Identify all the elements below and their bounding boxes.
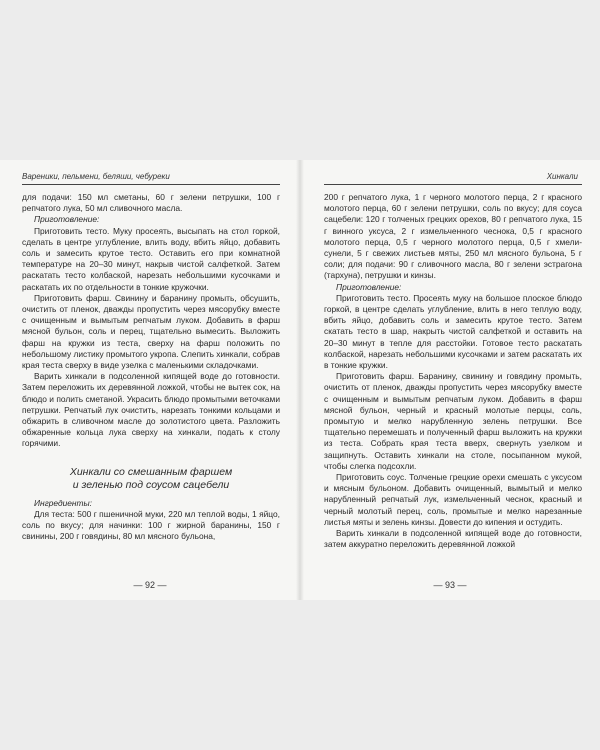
section-label: Приготовление: bbox=[34, 214, 100, 225]
recipe-title bbox=[22, 466, 280, 492]
recipe-title-line: Хинкали со смешанным фаршем bbox=[69, 465, 233, 478]
paragraph: для подачи: 150 мл сметаны, 60 г зелени петрушки, 100 г репчатого лука, 50 мл сливочного масла. bbox=[22, 192, 280, 214]
book-spread bbox=[0, 160, 600, 600]
left-header-rule bbox=[22, 184, 280, 185]
paragraph: 200 г репчатого лука, 1 г черного молотого перца, 2 г красного молотого перца, 60 г зелени петрушки, соль по вкусу; для соуса сацебели: 120 г толченых грецких орехов, 80 г репчатого лука, 15 г винного уксуса, 2 г измельченного чеснока, 0,5 г красного молотого перца, 0,5 г черного молотого перца, 0,5 г хмели-сунели, 5 г свежих листьев мяты, 250 мл мясного бульона, 5 г соли; для подачи: 90 г сливочного масла, 80 г зелени эстрагона (тархуна), петрушки и кинзы. bbox=[324, 192, 582, 281]
ingredients-label: Ингредиенты: bbox=[34, 497, 92, 508]
right-page bbox=[300, 160, 600, 600]
recipe-title-line: и зеленью под соусом сацебели bbox=[72, 478, 230, 491]
right-header-rule bbox=[324, 184, 582, 185]
right-body-text bbox=[324, 192, 582, 551]
right-page-number: — 93 — bbox=[433, 580, 467, 590]
left-page bbox=[0, 160, 300, 600]
left-running-head: Вареники, пельмени, беляши, чебуреки bbox=[22, 172, 170, 181]
paragraph: Приготовить фарш. Свинину и баранину промыть, обсушить, очистить от пленок, дважды пропустить через мясорубку вместе с очищенным и вымытым репчатым луком. Добавить в фарш мясной бульон, соль и перец, тщательно вымесить. Выложить фарш на кружки из теста, сверху на фарш положить по небольшому листику промытого укропа. Слепить хинкали, собрав края теста сверху в виде узелка с маленькими складочками. bbox=[22, 292, 280, 371]
left-body-text bbox=[22, 192, 280, 542]
paragraph: Приготовить фарш. Баранину, свинину и говядину промыть, очистить от пленок, дважды пропустить через мясорубку вместе с очищенным и вымытым репчатым луком. Добавить в фарш мясной бульон, черный и красный молотые перцы, соль, промытую и мелко нарубленную зелень петрушки. Все тщательно перемешать и полученный фарш выложить на кружки из теста. Собрать края теста вверх, свернуть узелком и защипнуть. Оставить хинкали на столе, посыпанном мукой, чтобы слегка подсохли. bbox=[324, 371, 582, 471]
paragraph: Приготовить соус. Толченые грецкие орехи смешать с уксусом и мясным бульоном. Добавить очищенный, вымытый и мелко нарубленный репчатый лук, измельченный чеснок, красный и черный молотый перец, соль, промытые и мелко нарезанные листья мяты и зелень кинзы. Довести до кипения и остудить. bbox=[324, 472, 582, 527]
left-page-number: — 92 — bbox=[133, 580, 167, 590]
paragraph: Приготовить тесто. Просеять муку на большое плоское блюдо горкой, в центре сделать углубление, влить в него теплую воду, вбить яйцо, добавить соль и замесить крутое тесто. Затем скатать тесто в шар, накрыть чистой салфеткой и оставить на 20–30 минут в тепле для расстойки. Готовое тесто раскатать колбаской, нарезать небольшими кусочками и затем раскатать их в тонкие кружки. bbox=[324, 292, 582, 371]
ingredients-text: Для теста: 500 г пшеничной муки, 220 мл теплой воды, 1 яйцо, соль по вкусу; для начинки: 100 г жирной баранины, 150 г свинины, 200 г говядины, 80 мл мясного бульона, bbox=[22, 508, 280, 542]
right-running-head: Хинкали bbox=[546, 172, 578, 181]
paragraph: Варить хинкали в подсоленной кипящей воде до готовности, затем аккуратно переложить деревянной ложкой bbox=[324, 528, 582, 550]
paragraph: Приготовить тесто. Муку просеять, высыпать на стол горкой, сделать в центре углубление, влить воду, вбить яйцо, добавить соль и замесить крутое тесто. Оставить его при комнатной температуре на 20–30 минут, накрыв чистой салфеткой. Затем раскатать тесто колбаской, нарезать небольшими кусочками и раскатать их по отдельности в тонкие кружочки. bbox=[22, 225, 280, 292]
section-label: Приготовление: bbox=[336, 281, 402, 292]
paragraph: Варить хинкали в подсоленной кипящей воде до готовности. Затем переложить их деревянной ложкой, чтобы не вытек сок, на блюдо и полить сметаной. Украсить блюдо промытыми веточками петрушки. Репчатый лук очистить, нарезать тонкими кольцами и обжарить в сливочном масле до золотистого цвета. Разложить обжаренные кольца лука сверху на хинкали, подать к столу горячими. bbox=[22, 371, 280, 449]
